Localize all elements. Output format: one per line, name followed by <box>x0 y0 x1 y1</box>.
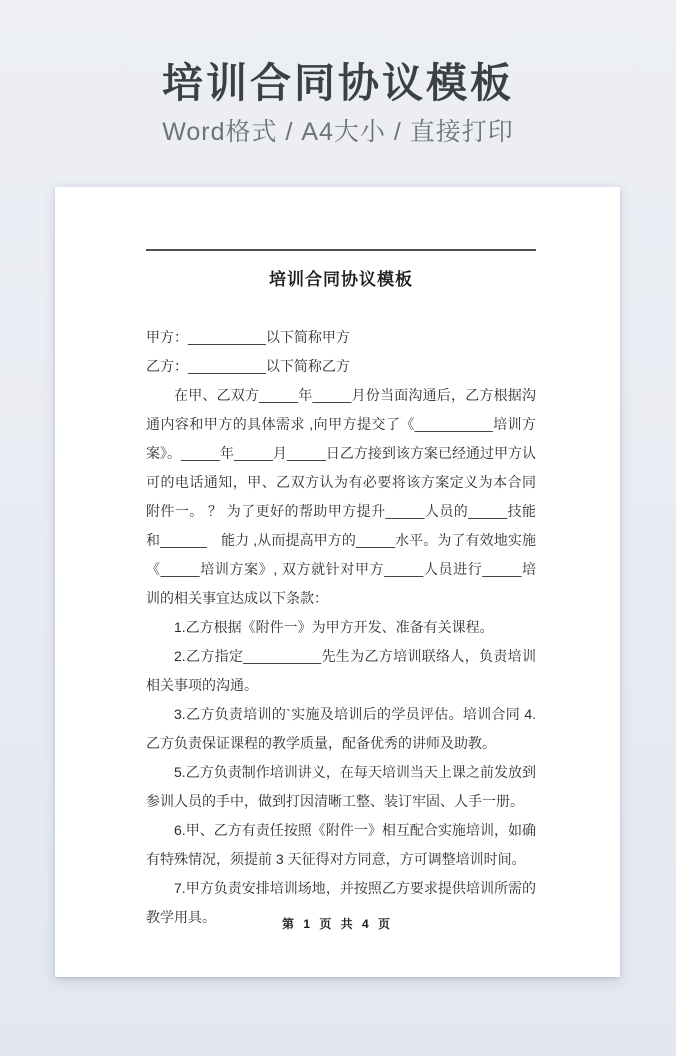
page-subtitle: Word格式 / A4大小 / 直接打印 <box>162 118 514 146</box>
contract-clause-1: 1.乙方根据《附件一》为甲方开发、准备有关课程。 <box>174 619 494 635</box>
contract-clause-2: 2.乙方指定__________先生为乙方培训联络人，负责培训相关事项的沟通。 <box>146 648 536 693</box>
document-body <box>55 187 620 932</box>
contract-intro-paragraph: 在甲、乙双方_____年_____月份当面沟通后，乙方根据沟通内容和甲方的具体需求 ,向甲方提交了《__________培训方案》。_____年_____月_____日乙方接到该方案已经通过甲方认可的电话通知，甲、乙双方认为有必要将该方案定义为本合同附件一。 ？ 为了更好的帮助甲方提升_____人员的_____技能和______ 能力 ,从而提高甲方的_____水平。为了有效地实施《_____培训方案》, 双方就针对甲方_____人员进行_____培训的相关事宜达成以下条款： <box>146 387 536 606</box>
contract-clause-3-4: 3.乙方负责培训的`实施及培训后的学员评估。培训合同 4.乙方负责保证课程的教学质量，配备优秀的讲师及助教。 <box>146 706 536 751</box>
page-number: 第 1 页 共 4 页 <box>281 917 394 931</box>
contract-clause-6: 6.甲、乙方有责任按照《附件一》相互配合实施培训，如确有特殊情况，须提前 3 天征得对方同意，方可调整培训时间。 <box>146 822 536 867</box>
hero-header <box>0 0 676 146</box>
document-title: 培训合同协议模板 <box>269 270 413 289</box>
contract-clause-5: 5.乙方负责制作培训讲义，在每天培训当天上课之前发放到参训人员的手中，做到打因清晰工整、装订牢固、人手一册。 <box>146 764 536 809</box>
contract-clause-7: 7.甲方负责安排培训场地，并按照乙方要求提供培训所需的教学用具。 <box>146 880 536 925</box>
header-rule <box>146 249 536 251</box>
party-a-line: 甲方：__________以下简称甲方 <box>146 329 350 345</box>
page-title: 培训合同协议模板 <box>162 60 514 106</box>
party-b-line: 乙方：__________以下简称乙方 <box>146 358 350 374</box>
document-page <box>55 187 620 977</box>
